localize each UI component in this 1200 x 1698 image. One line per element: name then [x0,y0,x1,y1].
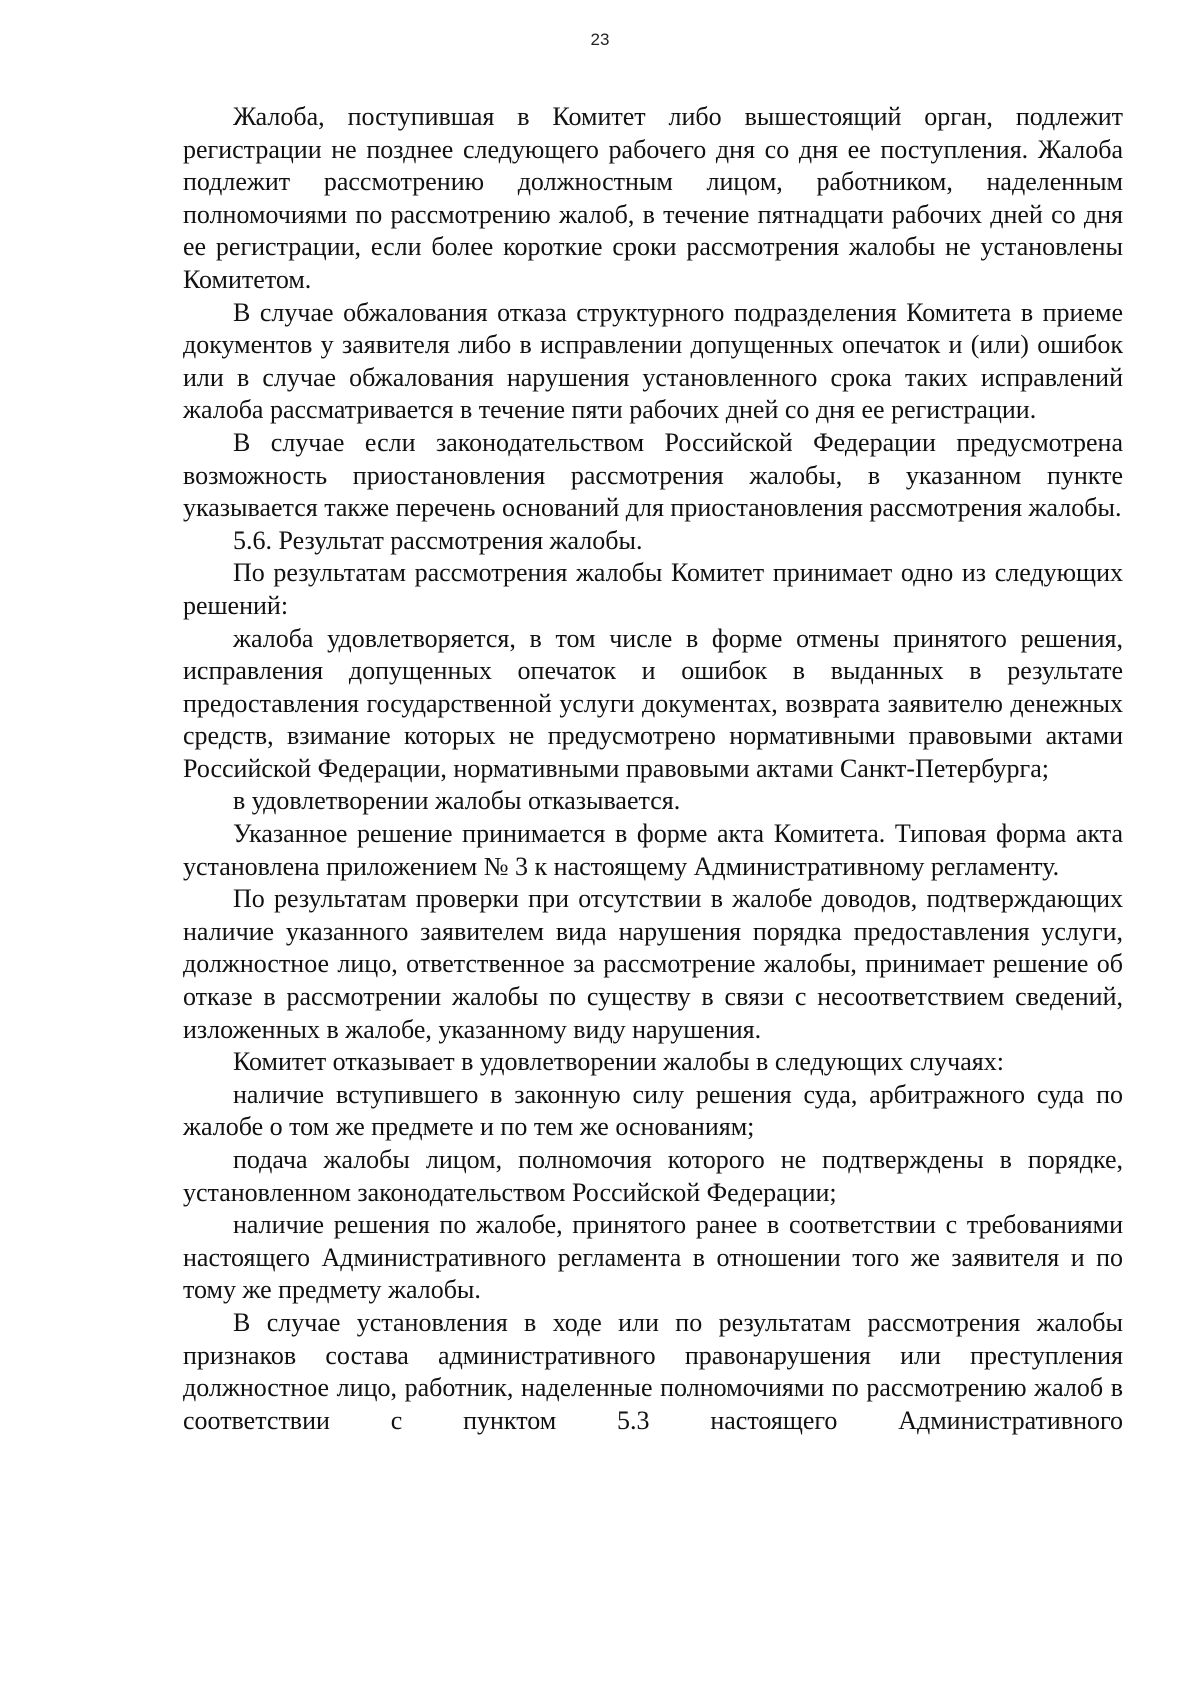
section-heading: 5.6. Результат рассмотрения жалобы. [233,525,643,555]
list-item: наличие вступившего в законную силу решения суда, арбитражного суда по жалобе о том же предмете и по тем же основаниям; [183,1079,1123,1142]
list-item: наличие решения по жалобе, принятого ранее в соответствии с требованиями настоящего Административного регламента в отношении того же заявителя и по тому же предмету жалобы. [183,1210,1123,1305]
paragraph: В случае обжалования отказа структурного подразделения Комитета в приеме документов у заявителя либо в исправлении допущенных опечаток и (или) ошибок или в случае обжалования нарушения установленного срока таких исправлений жалоба рассматривается в течение пяти рабочих дней со дня ее регистрации. [183,297,1123,425]
paragraph-continued: В случае установления в ходе или по результатам рассмотрения жалобы признаков состава административного правонарушения или преступления должностное лицо, работник, наделенные полномочиями по рассмотрению жалоб в соответствии с пунктом 5.3 настоящего Административного [183,1307,1123,1435]
list-item: в удовлетворении жалобы отказывается. [233,786,681,816]
list-item: подача жалобы лицом, полномочия которого не подтверждены в порядке, установленном законодательством Российской Федерации; [183,1145,1123,1207]
page-number: 23 [590,30,610,49]
paragraph: Указанное решение принимается в форме акта Комитета. Типовая форма акта установлена приложением № 3 к настоящему Административному регламенту. [183,819,1123,881]
paragraph: Комитет отказывает в удовлетворении жалобы в следующих случаях: [233,1047,1004,1077]
paragraph: По результатам рассмотрения жалобы Комитет принимает одно из следующих решений: [183,558,1123,620]
paragraph: По результатам проверки при отсутствии в жалобе доводов, подтверждающих наличие указанного заявителем вида нарушения порядка предоставления услуги, должностное лицо, ответственное за рассмотрение жалобы, принимает решение об отказе в рассмотрении жалобы по существу в связи с несоответствием сведений, изложенных в жалобе, указанному виду нарушения. [183,884,1123,1044]
paragraph: Жалоба, поступившая в Комитет либо вышестоящий орган, подлежит регистрации не позднее следующего рабочего дня со дня ее поступления. Жалоба подлежит рассмотрению должностным лицом, работником, наделенным полномочиями по рассмотрению жалоб, в течение пятнадцати рабочих дней со дня ее регистрации, если более короткие сроки рассмотрения жалобы не установлены Комитетом. [183,102,1123,294]
document-body [183,101,1123,1437]
list-item: жалоба удовлетворяется, в том числе в форме отмены принятого решения, исправления допущенных опечаток и ошибок в выданных в результате предоставления государственной услуги документах, возврата заявителю денежных средств, взимание которых не предусмотрено нормативными правовыми актами Российской Федерации, нормативными правовыми актами Санкт-Петербурга; [183,623,1123,783]
paragraph: В случае если законодательством Российской Федерации предусмотрена возможность приостановления рассмотрения жалобы, в указанном пункте указывается также перечень оснований для приостановления рассмотрения жалобы. [183,427,1123,523]
